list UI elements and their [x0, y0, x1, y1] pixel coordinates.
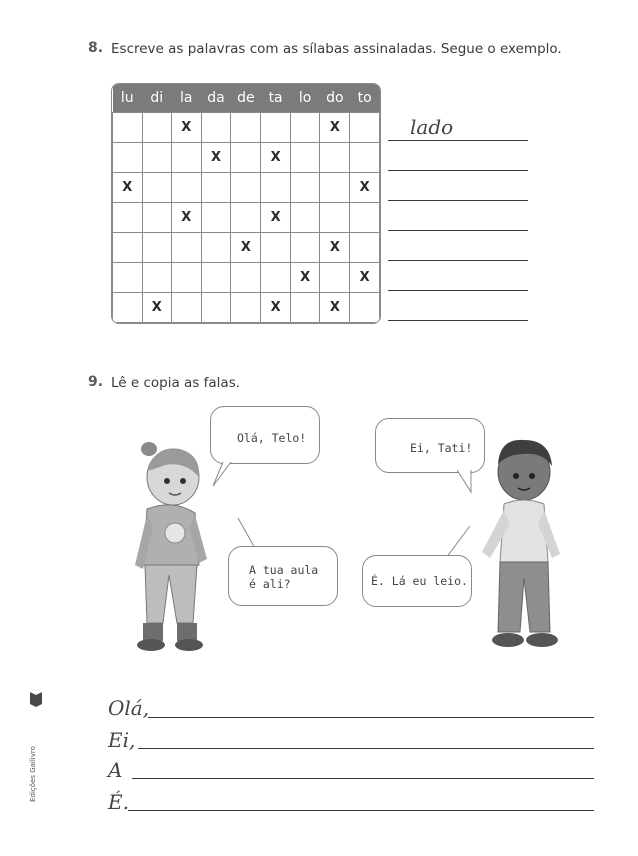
- publisher-name: Edições Gailivro: [29, 746, 37, 802]
- grid-cell: X: [142, 293, 172, 323]
- answer-line[interactable]: [388, 260, 528, 261]
- grid-cell: [172, 173, 201, 203]
- grid-cell: X: [290, 263, 319, 293]
- grid-cell: X: [350, 173, 380, 203]
- copy-line[interactable]: [138, 748, 594, 749]
- grid-row: [113, 233, 380, 263]
- grid-cell: [350, 203, 380, 233]
- grid-cell: [290, 173, 319, 203]
- grid-cell: [113, 263, 143, 293]
- grid-cell: [172, 263, 201, 293]
- grid-cell: [290, 113, 319, 143]
- bubble-tail: [205, 462, 235, 492]
- grid-cell: [261, 113, 291, 143]
- grid-cell: X: [261, 143, 291, 173]
- grid-cell: [231, 293, 261, 323]
- grid-cell: [201, 293, 231, 323]
- grid-cell: [350, 143, 380, 173]
- syllable-header: to: [350, 84, 380, 113]
- grid-cell: [142, 173, 172, 203]
- grid-cell: [172, 293, 201, 323]
- bubble-text: Olá, Telo!: [237, 431, 307, 445]
- answer-line[interactable]: [388, 140, 528, 141]
- grid-cell: [320, 143, 350, 173]
- grid-cell: [113, 233, 143, 263]
- answer-line[interactable]: [388, 290, 528, 291]
- grid-cell: [142, 233, 172, 263]
- answer-line[interactable]: [388, 230, 528, 231]
- grid-cell: [261, 263, 291, 293]
- grid-cell: [172, 143, 201, 173]
- grid-row: [113, 203, 380, 233]
- copy-start: Ei,: [108, 728, 136, 752]
- grid-cell: [320, 263, 350, 293]
- syllable-grid: [111, 83, 381, 324]
- exercise-8-instruction: Escreve as palavras com as sílabas assinaladas. Segue o exemplo.: [111, 41, 562, 57]
- publisher-mark: [26, 690, 46, 820]
- grid-cell: [201, 113, 231, 143]
- grid-cell: X: [320, 233, 350, 263]
- bubble-text: É. Lá eu leio.: [371, 574, 468, 588]
- syllable-header: lu: [113, 84, 143, 113]
- copy-start: É.: [108, 790, 129, 814]
- grid-cell: [231, 263, 261, 293]
- grid-cell: [320, 173, 350, 203]
- grid-cell: [142, 143, 172, 173]
- grid-cell: [113, 293, 143, 323]
- grid-row: [113, 173, 380, 203]
- grid-cell: X: [113, 173, 143, 203]
- copy-start: A: [108, 758, 123, 782]
- copy-line[interactable]: [128, 810, 594, 811]
- exercise-8-number: 8.: [88, 40, 104, 56]
- grid-cell: X: [201, 143, 231, 173]
- answer-line[interactable]: [388, 200, 528, 201]
- speech-bubble-girl-1: [210, 406, 320, 464]
- syllable-header: da: [201, 84, 231, 113]
- grid-cell: [142, 113, 172, 143]
- grid-cell: [113, 113, 143, 143]
- exercise-9-number: 9.: [88, 374, 104, 390]
- example-answer: lado: [410, 115, 454, 139]
- answer-line[interactable]: [388, 170, 528, 171]
- girl-illustration: [125, 435, 215, 653]
- grid-cell: [113, 143, 143, 173]
- grid-cell: [261, 173, 291, 203]
- answer-line[interactable]: [388, 320, 528, 321]
- bubble-text: A tua aula: [249, 563, 319, 577]
- syllable-header: do: [320, 84, 350, 113]
- grid-row: [113, 113, 380, 143]
- grid-cell: [201, 173, 231, 203]
- grid-cell: [231, 143, 261, 173]
- bubble-text: Ei, Tati!: [410, 441, 473, 455]
- grid-cell: X: [261, 203, 291, 233]
- syllable-header: ta: [261, 84, 291, 113]
- copy-start: Olá,: [108, 696, 150, 720]
- grid-row: [113, 143, 380, 173]
- syllable-header: di: [142, 84, 172, 113]
- exercise-9-instruction: Lê e copia as falas.: [111, 375, 241, 391]
- grid-cell: [231, 203, 261, 233]
- grid-cell: X: [172, 203, 201, 233]
- bubble-text: é ali?: [249, 577, 291, 591]
- grid-row: [113, 263, 380, 293]
- syllable-header: lo: [290, 84, 319, 113]
- grid-cell: [350, 113, 380, 143]
- grid-cell: [142, 263, 172, 293]
- grid-cell: X: [231, 233, 261, 263]
- grid-row: [113, 293, 380, 323]
- speech-bubble-boy-2: [362, 555, 472, 607]
- boy-illustration: [478, 432, 570, 654]
- grid-cell: [290, 203, 319, 233]
- grid-cell: [290, 293, 319, 323]
- publisher-logo-icon: [29, 690, 43, 708]
- grid-cell: [231, 113, 261, 143]
- grid-cell: [201, 203, 231, 233]
- grid-cell: [320, 203, 350, 233]
- grid-cell: [261, 233, 291, 263]
- grid-cell: [350, 293, 380, 323]
- grid-cell: X: [172, 113, 201, 143]
- grid-cell: [290, 143, 319, 173]
- speech-bubble-girl-2: [228, 546, 338, 606]
- speech-bubble-boy-1: [375, 418, 485, 473]
- bubble-tail: [455, 470, 485, 500]
- syllable-header: la: [172, 84, 201, 113]
- grid-cell: [290, 233, 319, 263]
- grid-cell: [350, 233, 380, 263]
- syllable-header: de: [231, 84, 261, 113]
- grid-cell: [201, 233, 231, 263]
- grid-cell: X: [320, 293, 350, 323]
- grid-cell: X: [320, 113, 350, 143]
- copy-line[interactable]: [148, 717, 594, 718]
- grid-cell: X: [350, 263, 380, 293]
- grid-cell: [142, 203, 172, 233]
- grid-cell: [172, 233, 201, 263]
- copy-line[interactable]: [132, 778, 594, 779]
- grid-cell: [113, 203, 143, 233]
- grid-cell: X: [261, 293, 291, 323]
- grid-cell: [231, 173, 261, 203]
- grid-cell: [201, 263, 231, 293]
